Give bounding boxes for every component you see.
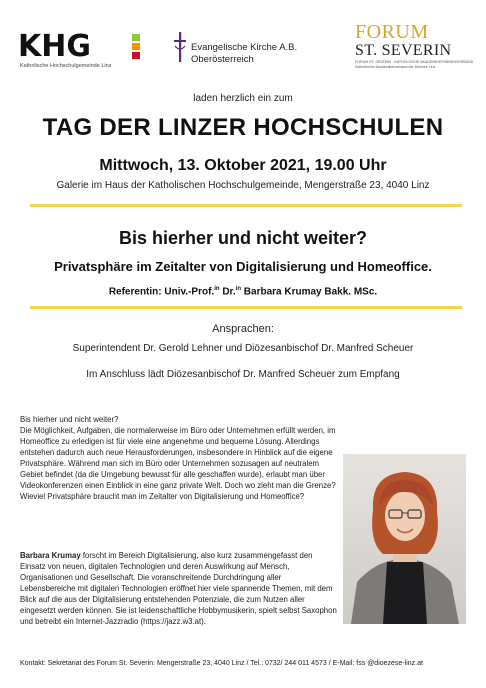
forum-logo: [355, 22, 475, 82]
abstract-text: Die Möglichkeit, Aufgaben, die normalerweise im Büro oder Unternehmen erfüllt werden, im Homeoffice zu erledigen ist für viele eine angenehme und bequeme Lösung. Allerdings entstehen dadurch auch neue Herausforderungen, insbesondere in Hinblick auf die eigene Privatsphäre. Während man sich im Büro oder Unternehmen sozusagen auf neutralem Gebiet befindet (da die Umgebung bewusst für alle geschaffen wurde), erlaubt man über Videokonferenzen einen Einblick in eine ganz private Welt. Doch wo zieht man die Grenze? Wieviel Privatsphäre braucht man im Zeitalter von Digitalisierung und Homeoffice?: [20, 426, 336, 501]
speaker-name: Barbara Krumay Bakk. MSc.: [241, 286, 378, 298]
speaker-sup-2: in: [235, 286, 242, 292]
bio-name: Barbara Krumay: [20, 551, 81, 560]
evang-logo: [173, 32, 313, 72]
lecture-subtitle: Privatsphäre im Zeitalter von Digitalisierung und Homeoffice.: [54, 259, 432, 274]
bio-paragraph: [20, 550, 338, 627]
forum-logo-subtitle: ST. SEVERIN: [355, 42, 452, 59]
speaker-prefix: Referentin: Univ.-Prof.: [108, 286, 215, 298]
abstract-paragraph: [20, 414, 338, 546]
speaker-line: [0, 286, 486, 297]
khg-logo-dots: [132, 34, 142, 61]
page-title: TAG DER LINZER HOCHSCHULEN: [42, 114, 444, 141]
speaker-sup-1: in: [214, 286, 220, 292]
divider-top: [30, 204, 462, 207]
speaker-portrait-image: [343, 454, 466, 624]
event-venue: Galerie im Haus der Katholischen Hochschulgemeinde, Mengerstraße 23, 4040 Linz: [56, 180, 430, 191]
contact-footer: Kontakt: Sekretariat des Forum St. Severin: Mengerstraße 23, 4040 Linz / Tel.: 0732/ 244 011 4573 / E-Mail: fss @dioezese-linz.at: [20, 660, 423, 667]
khg-dot-orange: [132, 43, 140, 50]
lecture-title: Bis hierher und nicht weiter?: [118, 228, 368, 248]
bio-text: forscht im Bereich Digitalisierung, also kurz zusammengefasst den Einsatz von neuen, digitalen Technologien und deren Auswirkung auf Mensch, Organisationen und Gesellschaft. Die voranschreitende Durchdringung aller Lebensbereiche mit digitalen Technologien eröffnet hier viele spannende Themen, mit dem Blick auf die aus der Digitalisierung entstehenden Potenziale, die zum Nutzen aller eingesetzt werden können. Sie ist leidenschaftliche Hobbymusikerin, spielt selbst Saxophon und betreibt ein Internet-Jazzradio (https://jazz.w3.at).: [20, 551, 337, 626]
khg-dot-red: [132, 52, 140, 59]
greetings-names: Superintendent Dr. Gerold Lehner und Diözesanbischof Dr. Manfred Scheuer: [72, 343, 414, 354]
khg-logo-subtitle: Katholische Hochschulgemeinde Linz: [20, 63, 112, 69]
divider-bottom: [30, 306, 462, 309]
speaker-photo: [343, 454, 466, 624]
invite-text: laden herzlich ein zum: [193, 93, 293, 104]
speaker-mid: Dr.: [219, 286, 236, 298]
evang-logo-line1: Evangelische Kirche A.B.: [191, 42, 298, 53]
khg-dot-green: [132, 34, 140, 41]
body-text: [20, 414, 338, 627]
khg-logo: [18, 29, 143, 72]
khg-logo-text: KHG: [18, 29, 91, 64]
evang-logo-line2: Oberösterreich: [191, 54, 254, 65]
forum-logo-tagline-2: Katholischer Akademikerverband der Diözese Linz: [355, 65, 436, 69]
cross-icon: [173, 32, 187, 62]
event-date: Mittwoch, 13. Oktober 2021, 19.00 Uhr: [99, 157, 387, 174]
abstract-heading: Bis hierher und nicht weiter?: [20, 415, 119, 424]
greetings-heading: Ansprachen:: [212, 323, 274, 335]
reception-note: Im Anschluss lädt Diözesanbischof Dr. Manfred Scheuer zum Empfang: [86, 369, 400, 380]
forum-logo-title: FORUM: [355, 21, 429, 43]
forum-logo-tagline-1: FORUM ST. SEVERIN · KATHOLISCHE AKADEMIKER/INNENVERBAND: [355, 60, 474, 64]
